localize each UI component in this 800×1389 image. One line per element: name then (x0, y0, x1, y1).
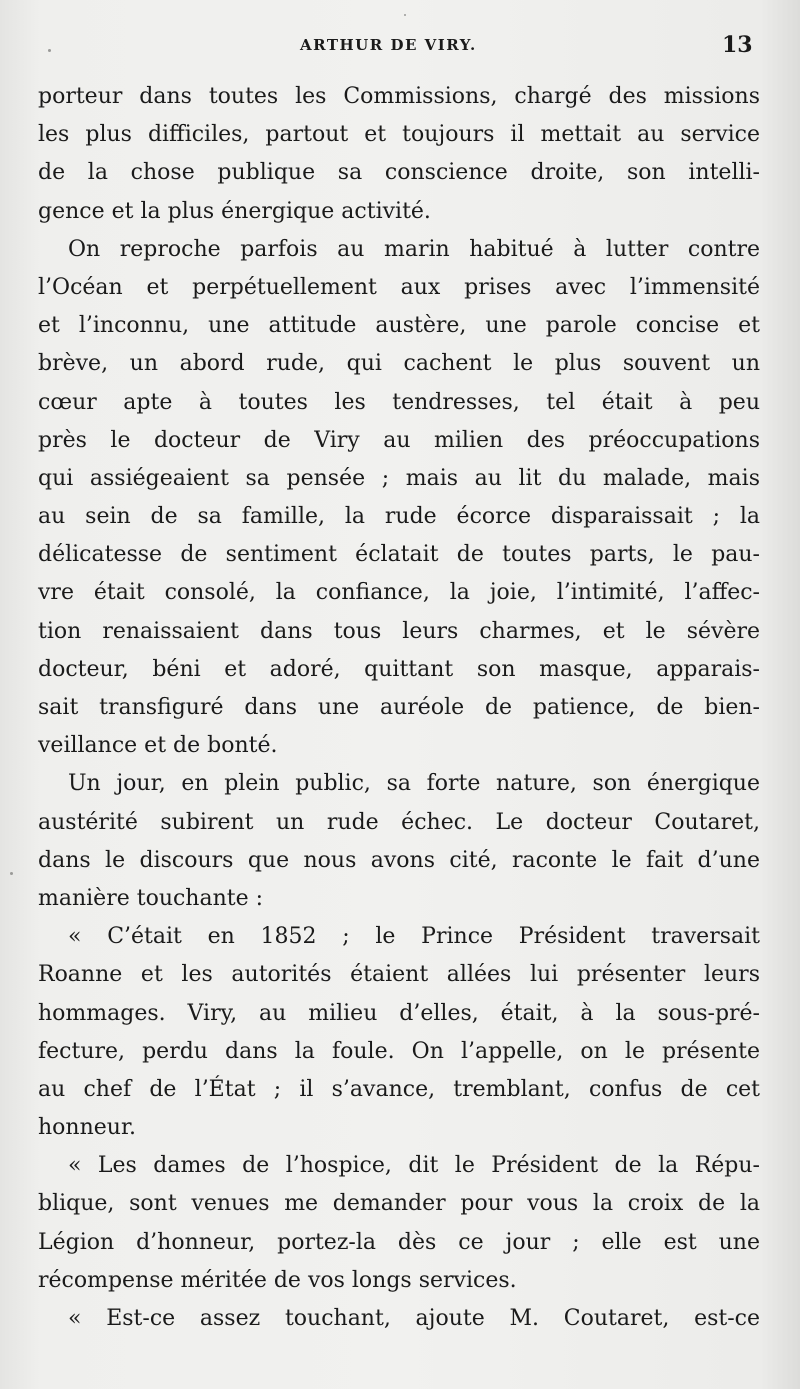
text-line: honneur. (38, 1115, 137, 1141)
page-header (0, 32, 800, 62)
text-line: de la chose publique sa conscience droite, son intelli- (38, 160, 760, 186)
text-line: récompense méritée de vos longs services. (38, 1267, 517, 1293)
text-line: manière touchante : (38, 885, 264, 911)
text-line: gence et la plus énergique activité. (38, 198, 431, 224)
text-line: Roanne et les autorités étaient allées lui présenter leurs (38, 962, 760, 988)
text-line: au chef de l’État ; il s’avance, tremblant, confus de cet (38, 1076, 760, 1102)
text-line: au sein de sa famille, la rude écorce disparaissait ; la (38, 504, 760, 530)
text-line: Légion d’honneur, portez-la dès ce jour ; elle est une (38, 1229, 760, 1255)
text-line: l’Océan et perpétuellement aux prises avec l’immensité (38, 274, 760, 300)
page-number: 13 (722, 32, 753, 58)
text-line: docteur, béni et adoré, quittant son masque, apparais- (38, 656, 760, 682)
text-line: près le docteur de Viry au milien des préoccupations (38, 427, 760, 453)
text-line: blique, sont venues me demander pour vous la croix de la (38, 1191, 760, 1217)
running-title: ARTHUR DE VIRY. (300, 36, 477, 54)
text-line: qui assiégeaient sa pensée ; mais au lit du malade, mais (38, 465, 760, 491)
text-line: sait transfiguré dans une auréole de patience, de bien- (38, 695, 760, 720)
text-line: tion renaissaient dans tous leurs charmes, et le sévère (38, 618, 760, 644)
text-line: brève, un abord rude, qui cachent le plus souvent un (38, 351, 760, 377)
print-speck (10, 872, 13, 875)
text-line: hommages. Viry, au milieu d’elles, était, à la sous-pré- (38, 1000, 760, 1026)
text-line: porteur dans toutes les Commissions, chargé des missions (38, 84, 760, 109)
text-line: austérité subirent un rude échec. Le docteur Coutaret, (38, 809, 760, 835)
quote-start-line: « Les dames de l’hospice, dit le Président de la Répu- (68, 1153, 760, 1179)
print-speck (48, 49, 51, 52)
body-text (38, 78, 760, 1338)
text-line: fecture, perdu dans la foule. On l’appelle, on le présente (38, 1038, 760, 1064)
text-line: cœur apte à toutes les tendresses, tel était à peu (38, 389, 760, 415)
text-line: les plus difficiles, partout et toujours il mettait au service (38, 122, 760, 148)
paragraph-start-line: Un jour, en plein public, sa forte nature, son énergique (68, 771, 760, 797)
quote-start-line: « Est-ce assez touchant, ajoute M. Coutaret, est-ce (68, 1306, 760, 1331)
print-speck (404, 14, 406, 16)
text-line: dans le discours que nous avons cité, raconte le fait d’une (38, 847, 760, 873)
quote-start-line: « C’était en 1852 ; le Prince Président traversait (68, 924, 760, 950)
paragraph-start-line: On reproche parfois au marin habitué à lutter contre (68, 236, 760, 262)
text-line: veillance et de bonté. (38, 733, 278, 759)
text-line: et l’inconnu, une attitude austère, une parole concise et (38, 313, 760, 339)
text-line: délicatesse de sentiment éclatait de toutes parts, le pau- (38, 542, 760, 568)
text-line: vre était consolé, la confiance, la joie, l’intimité, l’affec- (38, 580, 760, 606)
